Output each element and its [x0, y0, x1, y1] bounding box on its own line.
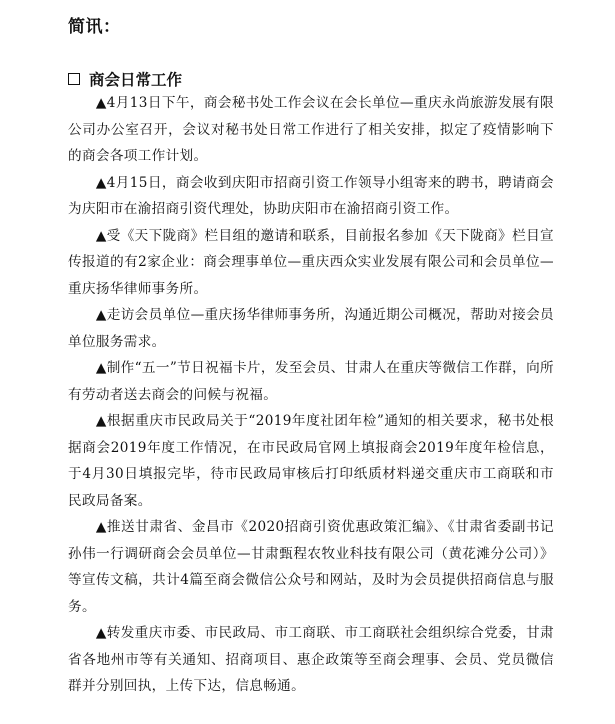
- checkbox-square-icon: [68, 73, 80, 85]
- news-item: ▲走访会员单位—重庆扬华律师事务所，沟通近期公司概况，帮助对接会员单位服务需求。: [68, 307, 554, 350]
- news-item: ▲4月13日下午，商会秘书处工作会议在会长单位—重庆永尚旅游发展有限公司办公室召开，会议对秘书处日常工作进行了相关安排，拟定了疫情影响下的商会各项工作计划。: [68, 95, 554, 164]
- news-item: ▲根据重庆市民政局关于“2019年度社团年检”通知的相关要求，秘书处根据商会2019年度工作情况，在市民政局官网上填报商会2019年度年检信息，于4月30日填报完毕，待市民政局审核后打印纸质材料递交重庆市工商联和市民政局备案。: [68, 413, 554, 509]
- doc-title: 简讯：: [68, 17, 121, 37]
- news-list: [68, 90, 554, 700]
- section-heading: [68, 68, 182, 90]
- news-item: ▲制作“五一”节日祝福卡片，发至会员、甘肃人在重庆等微信工作群，向所有劳动者送去商会的问候与祝福。: [68, 360, 554, 403]
- news-item: ▲推送甘肃省、金昌市《2020招商引资优惠政策汇编》、《甘肃省委副书记孙伟一行调研商会会员单位—甘肃甄程农牧业科技有限公司（黄花滩分公司）》等宣传文稿，共计4篇至商会微信公众号和网站，及时为会员提供招商信息与服务。: [68, 519, 554, 615]
- news-item: ▲受《天下陇商》栏目组的邀请和联系，目前报名参加《天下陇商》栏目宣传报道的有2家企业：商会理事单位—重庆西众实业发展有限公司和会员单位—重庆扬华律师事务所。: [68, 227, 554, 297]
- news-item: ▲转发重庆市委、市民政局、市工商联、市工商联社会组织综合党委，甘肃省各地州市等有关通知、招商项目、惠企政策等至商会理事、会员、党员微信群并分别回执，上传下达，信息畅通。: [68, 625, 554, 694]
- news-item: ▲4月15日，商会收到庆阳市招商引资工作领导小组寄来的聘书，聘请商会为庆阳市在渝招商引资代理处，协助庆阳市在渝招商引资工作。: [68, 174, 554, 217]
- section-heading-text: 商会日常工作: [89, 71, 183, 89]
